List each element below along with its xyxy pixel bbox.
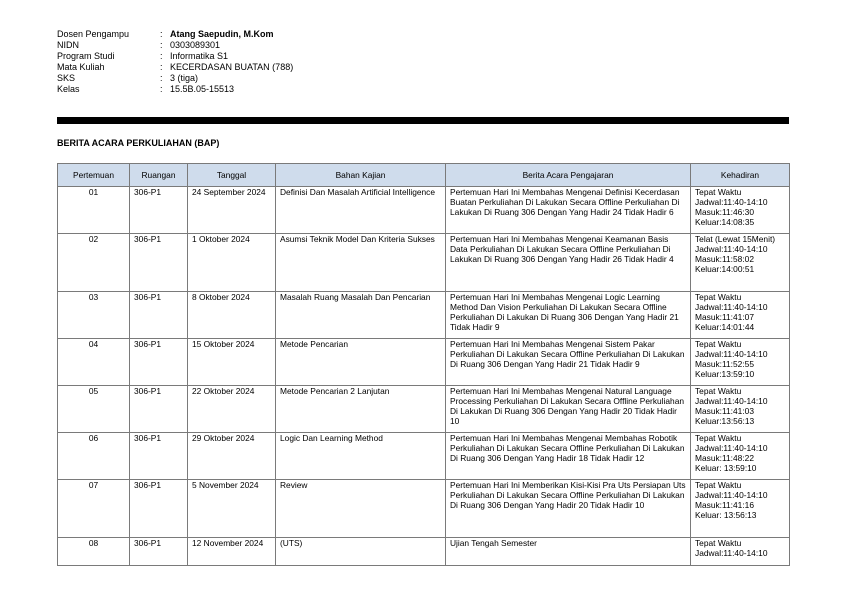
col-header-berita-acara: Berita Acara Pengajaran xyxy=(446,164,691,187)
attendance-line: Keluar:14:00:51 xyxy=(695,264,755,274)
cell-bahan-kajian: Asumsi Teknik Model Dan Kriteria Sukses xyxy=(276,234,446,292)
cell-kehadiran xyxy=(691,538,790,566)
cell-berita-acara: Pertemuan Hari Ini Membahas Mengenai Logic Learning Method Dan Vision Perkuliahan Di Lakukan Secara Offline Perkuliahan Di Lakukan Di Ruang 306 Dengan Yang Hadir 21 Tidak Hadir 9 xyxy=(446,292,691,339)
table-body xyxy=(58,187,790,566)
attendance-line: Tepat Waktu xyxy=(695,480,742,490)
attendance-line: Masuk:11:41:16 xyxy=(695,500,754,510)
attendance-line: Jadwal:11:40-14:10 xyxy=(695,396,768,406)
cell-bahan-kajian: (UTS) xyxy=(276,538,446,566)
attendance-line: Keluar: 13:56:13 xyxy=(695,510,757,520)
info-label: Dosen Pengampu xyxy=(57,29,130,39)
attendance-line: Keluar:14:08:35 xyxy=(695,217,755,227)
info-colon: : xyxy=(160,73,163,83)
cell-kehadiran xyxy=(691,292,790,339)
table-row xyxy=(58,234,790,292)
attendance-line: Jadwal:11:40-14:10 xyxy=(695,302,768,312)
attendance-line: Keluar: 13:59:10 xyxy=(695,463,757,473)
cell-berita-acara: Pertemuan Hari Ini Membahas Mengenai Definisi Kecerdasan Buatan Perkuliahan Di Lakukan Secara Offline Perkuliahan Di Lakukan Di Ruang 306 Dengan Yang Hadir 24 Tidak Hadir 6 xyxy=(446,187,691,234)
attendance-line: Tepat Waktu xyxy=(695,538,742,548)
cell-berita-acara: Pertemuan Hari Ini Membahas Mengenai Keamanan Basis Data Perkuliahan Di Lakukan Secara Offline Perkuliahan Di Lakukan Di Ruang 306 Dengan Yang Hadir 26 Tidak Hadir 4 xyxy=(446,234,691,292)
cell-kehadiran xyxy=(691,187,790,234)
info-colon: : xyxy=(160,29,163,39)
cell-kehadiran xyxy=(691,480,790,538)
cell-berita-acara: Pertemuan Hari Ini Membahas Mengenai Sistem Pakar Perkuliahan Di Lakukan Secara Offline Perkuliahan Di Lakukan Di Ruang 306 Dengan Yang Hadir 21 Tidak Hadir 9 xyxy=(446,339,691,386)
cell-tanggal: 22 Oktober 2024 xyxy=(188,386,276,433)
cell-berita-acara: Ujian Tengah Semester xyxy=(446,538,691,566)
cell-bahan-kajian: Masalah Ruang Masalah Dan Pencarian xyxy=(276,292,446,339)
cell-ruangan: 306-P1 xyxy=(130,187,188,234)
cell-tanggal: 24 September 2024 xyxy=(188,187,276,234)
bap-table xyxy=(57,163,790,566)
info-row xyxy=(57,84,293,95)
info-value: 3 (tiga) xyxy=(170,73,199,83)
cell-pertemuan: 02 xyxy=(58,234,130,292)
info-label: NIDN xyxy=(57,40,79,50)
info-value: Atang Saepudin, M.Kom xyxy=(170,29,274,39)
cell-berita-acara: Pertemuan Hari Ini Membahas Mengenai Natural Language Processing Perkuliahan Di Lakukan Secara Offline Perkuliahan Di Lakukan Di Ruang 306 Dengan Yang Hadir 20 Tidak Hadir 10 xyxy=(446,386,691,433)
info-row xyxy=(57,73,293,84)
attendance-line: Jadwal:11:40-14:10 xyxy=(695,490,768,500)
cell-tanggal: 29 Oktober 2024 xyxy=(188,433,276,480)
cell-pertemuan: 04 xyxy=(58,339,130,386)
info-row xyxy=(57,29,293,40)
cell-ruangan: 306-P1 xyxy=(130,234,188,292)
info-colon: : xyxy=(160,84,163,94)
cell-tanggal: 8 Oktober 2024 xyxy=(188,292,276,339)
attendance-line: Masuk:11:48:22 xyxy=(695,453,754,463)
cell-pertemuan: 06 xyxy=(58,433,130,480)
info-label: SKS xyxy=(57,73,76,83)
table-row xyxy=(58,187,790,234)
cell-berita-acara: Pertemuan Hari Ini Memberikan Kisi-Kisi Pra Uts Persiapan Uts Perkuliahan Di Lakukan Secara Offline Perkuliahan Di Lakukan Di Ruang 306 Dengan Yang Hadir 20 Tidak Hadir 10 xyxy=(446,480,691,538)
info-value: KECERDASAN BUATAN (788) xyxy=(170,62,294,72)
table-row xyxy=(58,480,790,538)
cell-bahan-kajian: Logic Dan Learning Method xyxy=(276,433,446,480)
info-value: 15.5B.05-15513 xyxy=(170,84,235,94)
cell-ruangan: 306-P1 xyxy=(130,538,188,566)
col-header-kehadiran: Kehadiran xyxy=(691,164,790,187)
cell-tanggal: 5 November 2024 xyxy=(188,480,276,538)
table-row xyxy=(58,433,790,480)
cell-ruangan: 306-P1 xyxy=(130,480,188,538)
attendance-line: Masuk:11:58:02 xyxy=(695,254,754,264)
cell-kehadiran xyxy=(691,339,790,386)
cell-pertemuan: 03 xyxy=(58,292,130,339)
table-row xyxy=(58,538,790,566)
attendance-line: Masuk:11:41:07 xyxy=(695,312,754,322)
cell-kehadiran xyxy=(691,386,790,433)
cell-bahan-kajian: Metode Pencarian 2 Lanjutan xyxy=(276,386,446,433)
attendance-line: Telat (Lewat 15Menit) xyxy=(695,234,776,244)
attendance-line: Tepat Waktu xyxy=(695,292,742,302)
cell-berita-acara: Pertemuan Hari Ini Membahas Mengenai Membahas Robotik Perkuliahan Di Lakukan Secara Offline Perkuliahan Di Lakukan Di Ruang 306 Dengan Yang Hadir 18 Tidak Hadir 12 xyxy=(446,433,691,480)
attendance-line: Jadwal:11:40-14:10 xyxy=(695,548,768,558)
table-header-row xyxy=(58,164,790,187)
cell-kehadiran xyxy=(691,234,790,292)
lecturer-info xyxy=(57,29,293,95)
divider-bar xyxy=(57,117,789,124)
table-row xyxy=(58,386,790,433)
col-header-tanggal: Tanggal xyxy=(188,164,276,187)
cell-pertemuan: 07 xyxy=(58,480,130,538)
cell-bahan-kajian: Review xyxy=(276,480,446,538)
cell-bahan-kajian: Definisi Dan Masalah Artificial Intelligence xyxy=(276,187,446,234)
info-label: Mata Kuliah xyxy=(57,62,105,72)
attendance-line: Jadwal:11:40-14:10 xyxy=(695,349,768,359)
info-colon: : xyxy=(160,40,163,50)
cell-kehadiran xyxy=(691,433,790,480)
attendance-line: Tepat Waktu xyxy=(695,433,742,443)
cell-ruangan: 306-P1 xyxy=(130,386,188,433)
cell-tanggal: 15 Oktober 2024 xyxy=(188,339,276,386)
cell-bahan-kajian: Metode Pencarian xyxy=(276,339,446,386)
cell-tanggal: 12 November 2024 xyxy=(188,538,276,566)
attendance-line: Keluar:13:56:13 xyxy=(695,416,755,426)
section-title: BERITA ACARA PERKULIAHAN (BAP) xyxy=(57,138,220,148)
info-colon: : xyxy=(160,62,163,72)
attendance-line: Jadwal:11:40-14:10 xyxy=(695,443,768,453)
col-header-ruangan: Ruangan xyxy=(130,164,188,187)
attendance-line: Masuk:11:41:03 xyxy=(695,406,754,416)
attendance-line: Tepat Waktu xyxy=(695,187,742,197)
attendance-line: Tepat Waktu xyxy=(695,339,742,349)
col-header-pertemuan: Pertemuan xyxy=(58,164,130,187)
cell-ruangan: 306-P1 xyxy=(130,433,188,480)
cell-pertemuan: 05 xyxy=(58,386,130,433)
info-colon: : xyxy=(160,51,163,61)
attendance-line: Masuk:11:52:55 xyxy=(695,359,754,369)
cell-pertemuan: 01 xyxy=(58,187,130,234)
table-row xyxy=(58,292,790,339)
cell-pertemuan: 08 xyxy=(58,538,130,566)
cell-ruangan: 306-P1 xyxy=(130,292,188,339)
table-row xyxy=(58,339,790,386)
info-row xyxy=(57,40,293,51)
attendance-line: Keluar:14:01:44 xyxy=(695,322,755,332)
info-label: Program Studi xyxy=(57,51,115,61)
info-label: Kelas xyxy=(57,84,80,94)
info-value: 0303089301 xyxy=(170,40,221,50)
cell-ruangan: 306-P1 xyxy=(130,339,188,386)
attendance-line: Masuk:11:46:30 xyxy=(695,207,754,217)
cell-tanggal: 1 Oktober 2024 xyxy=(188,234,276,292)
info-value: Informatika S1 xyxy=(170,51,229,61)
attendance-line: Jadwal:11:40-14:10 xyxy=(695,197,768,207)
attendance-line: Tepat Waktu xyxy=(695,386,742,396)
col-header-bahan-kajian: Bahan Kajian xyxy=(276,164,446,187)
attendance-line: Jadwal:11:40-14:10 xyxy=(695,244,768,254)
info-row xyxy=(57,62,293,73)
attendance-line: Keluar:13:59:10 xyxy=(695,369,755,379)
info-row xyxy=(57,51,293,62)
